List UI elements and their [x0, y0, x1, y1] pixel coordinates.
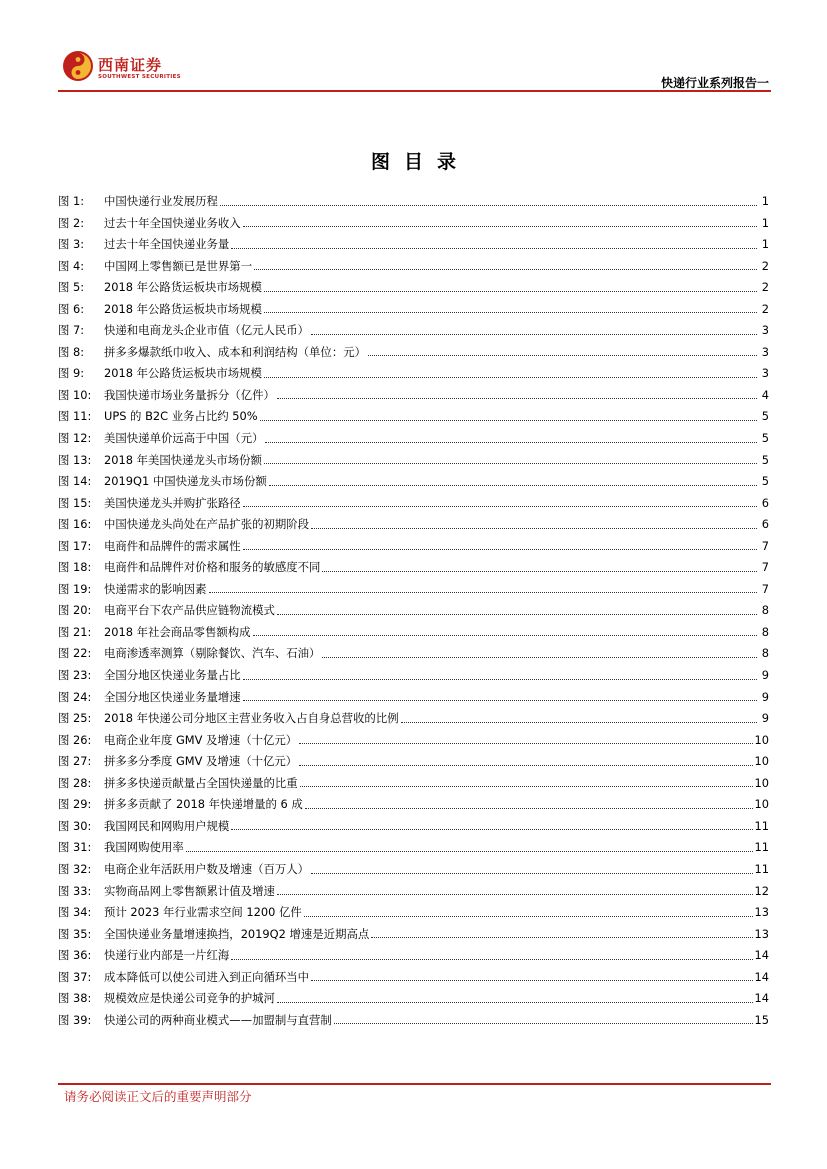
toc-dot-leader: [322, 570, 757, 572]
toc-dot-leader: [264, 311, 757, 313]
toc-dot-leader: [311, 872, 752, 874]
toc-figure-number: 图 26:: [58, 732, 92, 747]
toc-entry[interactable]: [58, 708, 769, 730]
header-divider: [58, 90, 771, 92]
toc-entry[interactable]: [58, 859, 769, 881]
toc-figure-number: 图 38:: [58, 991, 92, 1006]
toc-figure-number: 图 23:: [58, 668, 92, 683]
toc-entry[interactable]: [58, 471, 769, 493]
page-header: [0, 0, 827, 95]
toc-figure-title: 快递和电商龙头企业市值（亿元人民币）: [104, 323, 310, 338]
toc-entry[interactable]: [58, 988, 769, 1010]
company-logo: [62, 50, 182, 90]
toc-figure-title: 美国快递龙头并购扩张路径: [104, 495, 241, 510]
toc-figure-title: 过去十年全国快递业务量: [104, 237, 230, 252]
toc-figure-number: 图 8:: [58, 344, 85, 359]
toc-page-number: 5: [761, 409, 769, 424]
toc-figure-number: 图 17:: [58, 538, 92, 553]
toc-dot-leader: [186, 850, 753, 852]
toc-dot-leader: [254, 268, 757, 270]
toc-figure-title: 成本降低可以使公司进入到正向循环当中: [104, 969, 310, 984]
toc-figure-title: 过去十年全国快递业务收入: [104, 215, 241, 230]
toc-dot-leader: [231, 247, 757, 249]
toc-figure-title: 快递行业内部是一片红海: [104, 948, 230, 963]
toc-dot-leader: [264, 290, 757, 292]
toc-figure-number: 图 34:: [58, 905, 92, 920]
toc-figure-number: 图 4:: [58, 258, 85, 273]
toc-figure-title: 拼多多快递贡献量占全国快递量的比重: [104, 775, 298, 790]
toc-figure-title: UPS 的 B2C 业务占比约 50%: [104, 409, 258, 424]
toc-dot-leader: [371, 936, 752, 938]
footer-divider: [58, 1083, 771, 1085]
toc-figure-title: 2018 年公路货运板块市场规模: [104, 280, 262, 295]
toc-page-number: 6: [761, 495, 769, 510]
toc-entry[interactable]: [58, 385, 769, 407]
toc-page-number: 11: [754, 840, 769, 855]
toc-figure-number: 图 20:: [58, 603, 92, 618]
toc-entry[interactable]: [58, 881, 769, 903]
toc-dot-leader: [260, 419, 757, 421]
toc-figure-number: 图 9:: [58, 366, 85, 381]
toc-figure-number: 图 6:: [58, 301, 85, 316]
toc-page-number: 7: [761, 581, 769, 596]
southwest-securities-logo-icon: [62, 50, 94, 82]
toc-page-number: 5: [761, 474, 769, 489]
toc-page-number: 2: [761, 301, 769, 316]
toc-entry[interactable]: [58, 277, 769, 299]
toc-dot-leader: [243, 225, 757, 227]
toc-entry[interactable]: [58, 493, 769, 515]
toc-dot-leader: [299, 742, 752, 744]
toc-entry[interactable]: [58, 837, 769, 859]
toc-figure-number: 图 25:: [58, 711, 92, 726]
toc-figure-number: 图 33:: [58, 883, 92, 898]
toc-figure-title: 2018 年公路货运板块市场规模: [104, 301, 262, 316]
toc-page-number: 9: [761, 711, 769, 726]
toc-dot-leader: [334, 1022, 753, 1024]
toc-figure-title: 拼多多爆款纸巾收入、成本和利润结构（单位：元）: [104, 344, 366, 359]
toc-page-number: 1: [761, 237, 769, 252]
toc-entry[interactable]: [58, 600, 769, 622]
toc-figure-title: 2018 年快递公司分地区主营业务收入占自身总营收的比例: [104, 711, 399, 726]
toc-figure-number: 图 10:: [58, 387, 92, 402]
toc-page-number: 14: [754, 991, 769, 1006]
toc-page-number: 15: [754, 1012, 769, 1027]
toc-dot-leader: [277, 613, 757, 615]
toc-entry[interactable]: [58, 428, 769, 450]
toc-figure-number: 图 2:: [58, 215, 85, 230]
toc-dot-leader: [322, 656, 757, 658]
toc-figure-number: 图 5:: [58, 280, 85, 295]
toc-dot-leader: [277, 1001, 753, 1003]
toc-dot-leader: [401, 721, 757, 723]
toc-dot-leader: [265, 441, 757, 443]
toc-page-number: 14: [754, 969, 769, 984]
toc-page-number: 2: [761, 258, 769, 273]
toc-entry[interactable]: [58, 945, 769, 967]
toc-figure-number: 图 11:: [58, 409, 92, 424]
toc-entry[interactable]: [58, 687, 769, 709]
toc-figure-number: 图 28:: [58, 775, 92, 790]
toc-figure-number: 图 29:: [58, 797, 92, 812]
toc-page-number: 1: [761, 194, 769, 208]
toc-figure-title: 规模效应是快递公司竞争的护城河: [104, 991, 275, 1006]
toc-entry[interactable]: [58, 794, 769, 816]
toc-figure-title: 我国网民和网购用户规模: [104, 818, 230, 833]
toc-figure-number: 图 30:: [58, 818, 92, 833]
toc-page-number: 3: [761, 323, 769, 338]
toc-figure-number: 图 36:: [58, 948, 92, 963]
page-title: 图目录: [370, 151, 470, 173]
toc-figure-number: 图 1:: [58, 194, 85, 208]
toc-figure-number: 图 31:: [58, 840, 92, 855]
toc-entry[interactable]: [58, 406, 769, 428]
toc-entry[interactable]: [58, 643, 769, 665]
toc-entry[interactable]: [58, 536, 769, 558]
toc-figure-number: 图 12:: [58, 431, 92, 446]
toc-entry[interactable]: [58, 924, 769, 946]
toc-dot-leader: [277, 893, 753, 895]
toc-entry[interactable]: [58, 816, 769, 838]
toc-figure-title: 中国快递行业发展历程: [104, 194, 218, 208]
toc-dot-leader: [300, 785, 753, 787]
toc-entry[interactable]: [58, 191, 769, 213]
toc-figure-number: 图 21:: [58, 624, 92, 639]
toc-dot-leader: [304, 915, 753, 917]
toc-page-number: 4: [761, 387, 769, 402]
toc-figure-title: 美国快递单价远高于中国（元）: [104, 431, 264, 446]
toc-figure-title: 全国分地区快递业务量增速: [104, 689, 241, 704]
toc-page-number: 11: [754, 818, 769, 833]
toc-entry[interactable]: [58, 299, 769, 321]
toc-figure-title: 电商件和品牌件的需求属性: [104, 538, 241, 553]
toc-figure-title: 电商企业年活跃用户数及增速（百万人）: [104, 861, 310, 876]
toc-entry[interactable]: [58, 514, 769, 536]
toc-dot-leader: [269, 484, 757, 486]
toc-entry[interactable]: [58, 751, 769, 773]
toc-figure-title: 快递公司的两种商业模式——加盟制与直营制: [104, 1012, 332, 1027]
toc-figure-title: 2018 年公路货运板块市场规模: [104, 366, 262, 381]
toc-entry[interactable]: [58, 557, 769, 579]
toc-figure-title: 中国网上零售额已是世界第一: [104, 258, 253, 273]
toc-page-number: 10: [754, 797, 769, 812]
toc-figure-number: 图 18:: [58, 560, 92, 575]
toc-entry[interactable]: [58, 967, 769, 989]
toc-figure-number: 图 13:: [58, 452, 92, 467]
toc-page-number: 2: [761, 280, 769, 295]
toc-figure-title: 电商件和品牌件对价格和服务的敏感度不同: [104, 560, 321, 575]
toc-dot-leader: [243, 548, 757, 550]
toc-entry[interactable]: [58, 320, 769, 342]
toc-dot-leader: [243, 505, 757, 507]
toc-entry[interactable]: [58, 622, 769, 644]
toc-figure-number: 图 24:: [58, 689, 92, 704]
toc-figure-title: 快递需求的影响因素: [104, 581, 207, 596]
toc-figure-title: 2018 年美国快递龙头市场份额: [104, 452, 262, 467]
toc-figure-title: 2019Q1 中国快递龙头市场份额: [104, 474, 267, 489]
toc-entry[interactable]: [58, 730, 769, 752]
toc-figure-number: 图 7:: [58, 323, 85, 338]
toc-dot-leader: [253, 634, 757, 636]
toc-page-number: 9: [761, 689, 769, 704]
toc-figure-title: 我国网购使用率: [104, 840, 184, 855]
toc-page-number: 10: [754, 732, 769, 747]
toc-figure-number: 图 15:: [58, 495, 92, 510]
toc-dot-leader: [311, 333, 757, 335]
toc-figure-title: 中国快递龙头尚处在产品扩张的初期阶段: [104, 517, 310, 532]
toc-figure-number: 图 19:: [58, 581, 92, 596]
toc-dot-leader: [231, 828, 752, 830]
toc-figure-number: 图 16:: [58, 517, 92, 532]
toc-figure-number: 图 3:: [58, 237, 85, 252]
toc-dot-leader: [243, 678, 757, 680]
toc-entry[interactable]: [58, 234, 769, 256]
toc-figure-number: 图 39:: [58, 1012, 92, 1027]
logo-english-name: SOUTHWEST SECURITIES: [98, 74, 181, 80]
toc-entry[interactable]: [58, 213, 769, 235]
toc-dot-leader: [209, 591, 757, 593]
toc-entry[interactable]: [58, 579, 769, 601]
toc-page-number: 5: [761, 452, 769, 467]
toc-page-number: 9: [761, 668, 769, 683]
toc-dot-leader: [231, 958, 752, 960]
toc-entry[interactable]: [58, 902, 769, 924]
toc-page-number: 7: [761, 538, 769, 553]
toc-figure-title: 2018 年社会商品零售额构成: [104, 624, 251, 639]
toc-page-number: 3: [761, 366, 769, 381]
toc-page-number: 13: [754, 905, 769, 920]
toc-entry[interactable]: [58, 256, 769, 278]
toc-figure-title: 我国快递市场业务量拆分（亿件）: [104, 387, 275, 402]
toc-figure-title: 实物商品网上零售额累计值及增速: [104, 883, 275, 898]
toc-entry[interactable]: [58, 665, 769, 687]
toc-dot-leader: [243, 699, 757, 701]
toc-dot-leader: [299, 764, 752, 766]
toc-page-number: 8: [761, 646, 769, 661]
toc-figure-title: 预计 2023 年行业需求空间 1200 亿件: [104, 905, 302, 920]
toc-page-number: 7: [761, 560, 769, 575]
report-series-title: 快递行业系列报告一: [660, 76, 769, 90]
toc-entry[interactable]: [58, 450, 769, 472]
toc-figure-number: 图 14:: [58, 474, 92, 489]
toc-page-number: 13: [754, 926, 769, 941]
toc-figure-number: 图 37:: [58, 969, 92, 984]
toc-figure-title: 拼多多贡献了 2018 年快递增量的 6 成: [104, 797, 303, 812]
toc-page-number: 12: [754, 883, 769, 898]
toc-entry[interactable]: [58, 1010, 769, 1032]
toc-entry[interactable]: [58, 363, 769, 385]
toc-dot-leader: [305, 807, 753, 809]
toc-figure-number: 图 22:: [58, 646, 92, 661]
toc-dot-leader: [264, 376, 757, 378]
toc-dot-leader: [264, 462, 757, 464]
toc-page-number: 3: [761, 344, 769, 359]
toc-figure-number: 图 27:: [58, 754, 92, 769]
toc-figure-title: 全国分地区快递业务量占比: [104, 668, 241, 683]
toc-figure-number: 图 32:: [58, 861, 92, 876]
toc-dot-leader: [277, 397, 757, 399]
toc-page-number: 10: [754, 775, 769, 790]
toc-entry[interactable]: [58, 342, 769, 364]
toc-figure-number: 图 35:: [58, 926, 92, 941]
toc-page-number: 8: [761, 624, 769, 639]
toc-figure-title: 电商渗透率测算（剔除餐饮、汽车、石油）: [104, 646, 321, 661]
toc-dot-leader: [368, 354, 757, 356]
toc-figure-title: 全国快递业务量增速换挡，2019Q2 增速是近期高点: [104, 926, 370, 941]
toc-page-number: 11: [754, 861, 769, 876]
toc-entry[interactable]: [58, 773, 769, 795]
toc-figure-title: 电商企业年度 GMV 及增速（十亿元）: [104, 732, 298, 747]
toc-page-number: 5: [761, 431, 769, 446]
toc-figure-title: 拼多多分季度 GMV 及增速（十亿元）: [104, 754, 298, 769]
toc-page-number: 6: [761, 517, 769, 532]
figure-table-of-contents: [58, 191, 769, 1031]
toc-dot-leader: [220, 204, 757, 206]
toc-page-number: 1: [761, 215, 769, 230]
disclaimer-notice: 请务必阅读正文后的重要声明部分: [64, 1089, 252, 1104]
toc-dot-leader: [311, 979, 752, 981]
toc-figure-title: 电商平台下农产品供应链物流模式: [104, 603, 275, 618]
toc-dot-leader: [311, 527, 757, 529]
toc-page-number: 10: [754, 754, 769, 769]
toc-page-number: 8: [761, 603, 769, 618]
toc-page-number: 14: [754, 948, 769, 963]
logo-chinese-name: 西南证券: [98, 56, 163, 74]
